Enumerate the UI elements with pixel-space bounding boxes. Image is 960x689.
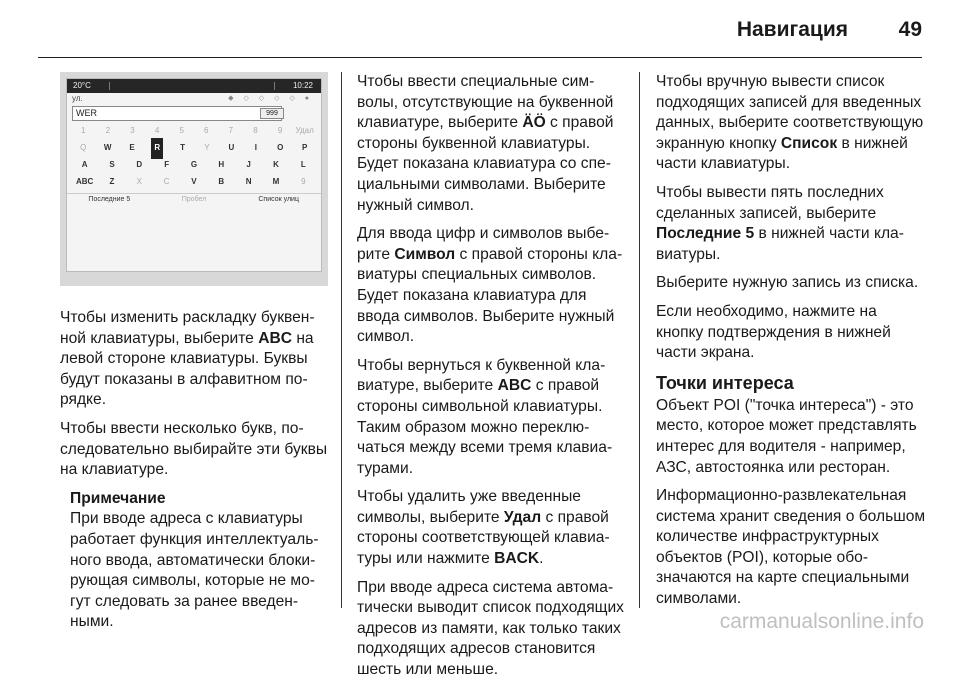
key-abc: ABC bbox=[75, 177, 94, 187]
key: W bbox=[103, 143, 112, 153]
key: E bbox=[129, 143, 135, 153]
key: S bbox=[109, 160, 115, 170]
key: H bbox=[218, 160, 225, 170]
note-text: При вводе адреса с клавиатуры работает функция интеллектуального ввода, автоматически блокирующая символы, которые не могут следовать за ранее введенными. bbox=[70, 510, 319, 631]
paragraph: Для ввода цифр и символов выберите Символ с правой стороны клавиатуры специальных символов. Будет показана клавиатура для ввода символов. Выберите нужный символ. bbox=[357, 225, 623, 346]
key: O bbox=[277, 143, 284, 153]
key: 1 bbox=[81, 126, 86, 136]
keyboard-bottom-row bbox=[67, 193, 321, 207]
key-delete: Удал bbox=[295, 126, 314, 136]
text-entry-field: WER bbox=[72, 106, 282, 121]
status-bar bbox=[67, 79, 321, 93]
key: J bbox=[246, 160, 251, 170]
column-left bbox=[60, 72, 328, 633]
key: I bbox=[254, 143, 257, 153]
key: Y bbox=[204, 143, 210, 153]
paragraph: При вводе адреса система автоматически выводит список подходящих адресов из памяти, как только таких подходящих адресов становится шесть или меньше. bbox=[357, 578, 624, 679]
column-divider bbox=[639, 72, 640, 608]
paragraph: Информационно-развлекательная система хранит сведения о большом количестве инфраструктурных объектов (POI), которые обозначаются на карте специальными символами. bbox=[656, 487, 926, 608]
key: 9 bbox=[277, 126, 283, 136]
key-selected: R bbox=[151, 138, 163, 159]
key: 9 bbox=[301, 177, 306, 187]
space-key: Пробел bbox=[181, 196, 207, 204]
key: 3 bbox=[130, 126, 135, 136]
key: 5 bbox=[179, 126, 184, 136]
key: G bbox=[190, 160, 198, 170]
recent-5-key: Последние 5 bbox=[88, 196, 131, 204]
key: Q bbox=[80, 143, 87, 153]
page-number: 49 bbox=[898, 18, 922, 41]
match-count: 999 bbox=[260, 108, 284, 119]
key: P bbox=[302, 143, 308, 153]
entry-label-row bbox=[67, 93, 321, 105]
paragraph: Объект POI ("точка интереса") - это место, которое может представлять интерес для водителя - например, АЗС, автостоянка или ресторан. bbox=[656, 396, 917, 476]
temperature: 20°C bbox=[73, 81, 91, 90]
key: D bbox=[136, 160, 143, 170]
column-middle bbox=[357, 72, 629, 689]
paragraph: Чтобы вывести пять последних сделанных записей, выберите Последние 5 в нижней части клавиатуры. bbox=[656, 183, 904, 263]
paragraph: Чтобы вручную вывести список подходящих записей для введенных данных, выберите соответствующую экранную кнопку Список в нижней части клавиатуры. bbox=[656, 73, 924, 173]
keyboard-row-3 bbox=[67, 174, 321, 191]
paragraph: Чтобы удалить уже введенные символы, выберите Удал с правой стороны соответствующей клавиатуры или нажмите BACK. bbox=[357, 488, 610, 568]
keyboard-screenshot bbox=[60, 72, 328, 286]
key: L bbox=[300, 160, 306, 170]
section-title: Навигация bbox=[736, 18, 848, 41]
street-label: ул. bbox=[72, 94, 83, 103]
header-rule bbox=[38, 57, 922, 58]
paragraph: Чтобы ввести специальные символы, отсутствующие на буквенной клавиатуре, выберите ÄÖ с правой стороны буквенной клавиатуры. Будет показана клавиатура со специальными символами. Выберите нужный символ. bbox=[357, 73, 614, 214]
note-title: Примечание bbox=[70, 489, 166, 507]
display-screen bbox=[66, 78, 322, 272]
page-header bbox=[0, 0, 960, 60]
clock: 10:22 bbox=[292, 81, 313, 90]
key: T bbox=[180, 143, 185, 153]
key: 8 bbox=[253, 126, 258, 136]
status-icons: ◆ ◇ ◇ ◇ ◇ ● bbox=[228, 95, 313, 102]
key: A bbox=[81, 160, 88, 170]
paragraph: Чтобы вернуться к буквенной клавиатуре, выберите ABC с правой стороны символьной клавиатуры. Таким образом можно переключаться между всеми тремя клавиатурами. bbox=[357, 356, 613, 477]
column-right bbox=[656, 72, 928, 618]
paragraph: Чтобы ввести несколько букв, последовательно выбирайте эти буквы на клавиатуре. bbox=[60, 419, 328, 479]
paragraph: Если необходимо, нажмите на кнопку подтверждения в нижней части экрана. bbox=[656, 302, 891, 362]
entry-row bbox=[72, 106, 316, 122]
key: Z bbox=[109, 177, 115, 187]
key: U bbox=[228, 143, 235, 153]
key: 4 bbox=[154, 126, 160, 136]
key: V bbox=[191, 177, 197, 187]
section-heading: Точки интереса bbox=[656, 372, 794, 393]
key: 7 bbox=[228, 126, 234, 136]
paragraph: Выберите нужную запись из списка. bbox=[656, 274, 919, 292]
key: 6 bbox=[204, 126, 209, 136]
key: B bbox=[218, 177, 225, 187]
key: F bbox=[164, 160, 170, 170]
paragraph: Чтобы изменить раскладку буквенной клавиатуры, выберите ABC на левой стороне клавиатуры. Буквы будут показаны в алфавитном порядке. bbox=[60, 309, 315, 409]
street-list-key: Список улиц bbox=[258, 196, 299, 204]
key: K bbox=[273, 160, 279, 170]
watermark: carmanualsonline.info bbox=[719, 610, 924, 633]
key: C bbox=[163, 177, 170, 187]
key: 2 bbox=[105, 126, 111, 136]
key: M bbox=[272, 177, 280, 187]
key: N bbox=[245, 177, 252, 187]
column-divider bbox=[341, 72, 342, 608]
note-block bbox=[70, 489, 328, 633]
key: X bbox=[136, 177, 142, 187]
